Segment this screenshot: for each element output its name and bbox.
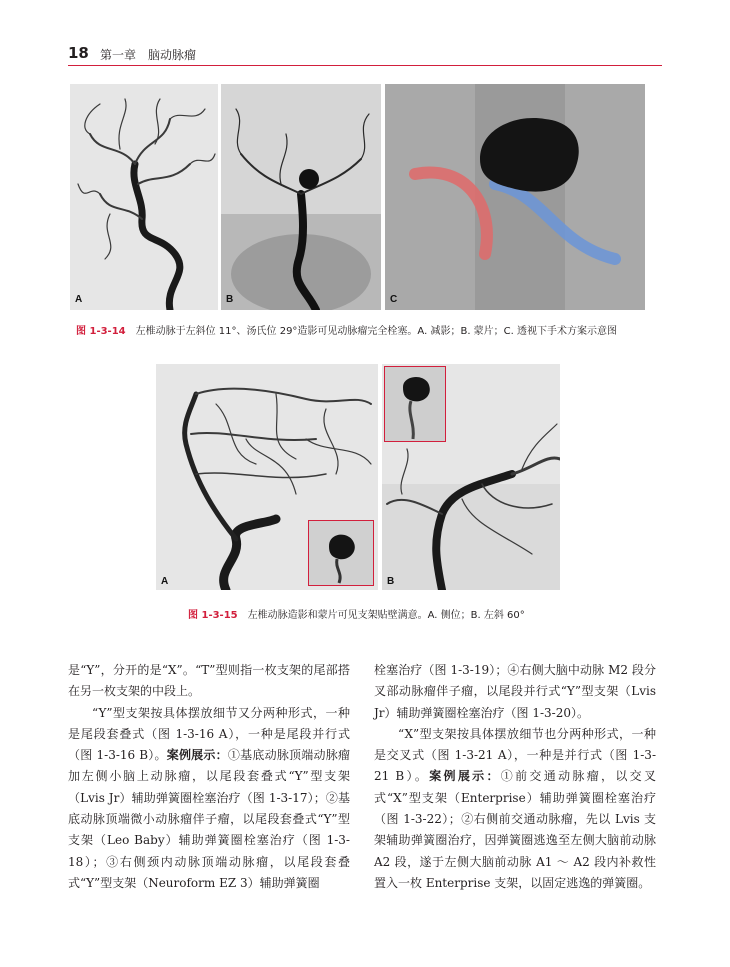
paragraph-text: “X”型支架按具体摆放细节也分两种形式，一种是交叉式（图 1-3-21 A），一种是并行式（图 1-3-21 B）。 [374, 726, 656, 784]
panel-label-a: A [161, 576, 169, 587]
figure1-panel-c [385, 84, 645, 310]
angiogram-mask-image [221, 84, 381, 310]
chapter-title: 第一章 脑动脉瘤 [100, 48, 197, 62]
panel-label-c: C [390, 294, 398, 305]
case-label: 案例展示： [166, 748, 228, 763]
paragraph-text: ①基底动脉顶端动脉瘤加左侧小脑上动脉瘤，以尾段套叠式“Y”型支架（Lvis Jr）辅助弹簧圈栓塞治疗（图 1-3-17）；②基底动脉顶端微小动脉瘤伴子瘤，以尾段套叠式“Y”型支架（Leo Baby）辅助弹簧圈栓塞治疗（图 1-3-18）；③右侧颈内动脉顶端动脉瘤，以尾段套叠式“Y”型支架（Neuroform EZ 3）辅助弹簧圈 [68, 748, 350, 890]
paragraph: 是“Y”，分开的是“X”。“T”型则指一枚支架的尾部搭在另一枚支架的中段上。 [68, 663, 350, 699]
figure2-caption [188, 606, 525, 621]
paragraph-text: ①前交通动脉瘤，以交叉式“X”型支架（Enterprise）辅助弹簧圈栓塞治疗（图 1-3-22）；②右侧前交通动脉瘤，先以 Lvis 支架辅助弹簧圈治疗，因弹簧圈逃逸至左侧大脑前动脉 A2 段，遂于左侧大脑前动脉 A1 ～ A2 段内补救性置入一枚 Enterprise 支架，以固定逃逸的弹簧圈。 [374, 769, 656, 890]
header-rule [68, 65, 662, 66]
panel-label-b: B [226, 294, 234, 305]
figure2-caption-number: 图 1-3-15 [188, 610, 238, 621]
page-number: 18 [68, 44, 89, 62]
surgical-plan-schematic [385, 84, 645, 310]
figure2-panel-b [382, 364, 560, 590]
figure1-panel-a [70, 84, 218, 310]
figure2-panel-a [156, 364, 378, 590]
figure1-caption-number: 图 1-3-14 [76, 326, 126, 337]
figure1-panel-b [221, 84, 381, 310]
case-label: 案例展示： [429, 769, 501, 784]
figure1-caption-text: 左椎动脉于左斜位 11°、汤氏位 29°造影可见动脉瘤完全栓塞。A. 减影；B. 蒙片；C. 透视下手术方案示意图 [135, 326, 618, 337]
figure2-inset-b [384, 366, 446, 442]
paragraph [374, 724, 656, 894]
left-column [68, 660, 350, 894]
paragraph: 栓塞治疗（图 1-3-19）；④右侧大脑中动脉 M2 段分叉部动脉瘤伴子瘤，以尾段并行式“Y”型支架（Lvis Jr）辅助弹簧圈栓塞治疗（图 1-3-20）。 [374, 663, 656, 720]
paragraph [68, 703, 350, 895]
paragraph-text: “Y”型支架按具体摆放细节又分两种形式，一种是尾段套叠式（图 1-3-16 A），一种是尾段并行式（图 1-3-16 B）。 [68, 705, 350, 763]
right-column [374, 660, 656, 894]
figure2-caption-text: 左椎动脉造影和蒙片可见支架贴壁满意。A. 侧位；B. 左斜 60° [247, 610, 525, 621]
angiogram-subtracted-image [70, 84, 218, 310]
inset-aneurysm-image [309, 521, 373, 585]
figure2-inset-a [308, 520, 374, 586]
panel-label-a: A [75, 294, 83, 305]
panel-label-b: B [387, 576, 395, 587]
figure1-caption [76, 322, 617, 337]
inset-aneurysm-image [385, 367, 445, 441]
